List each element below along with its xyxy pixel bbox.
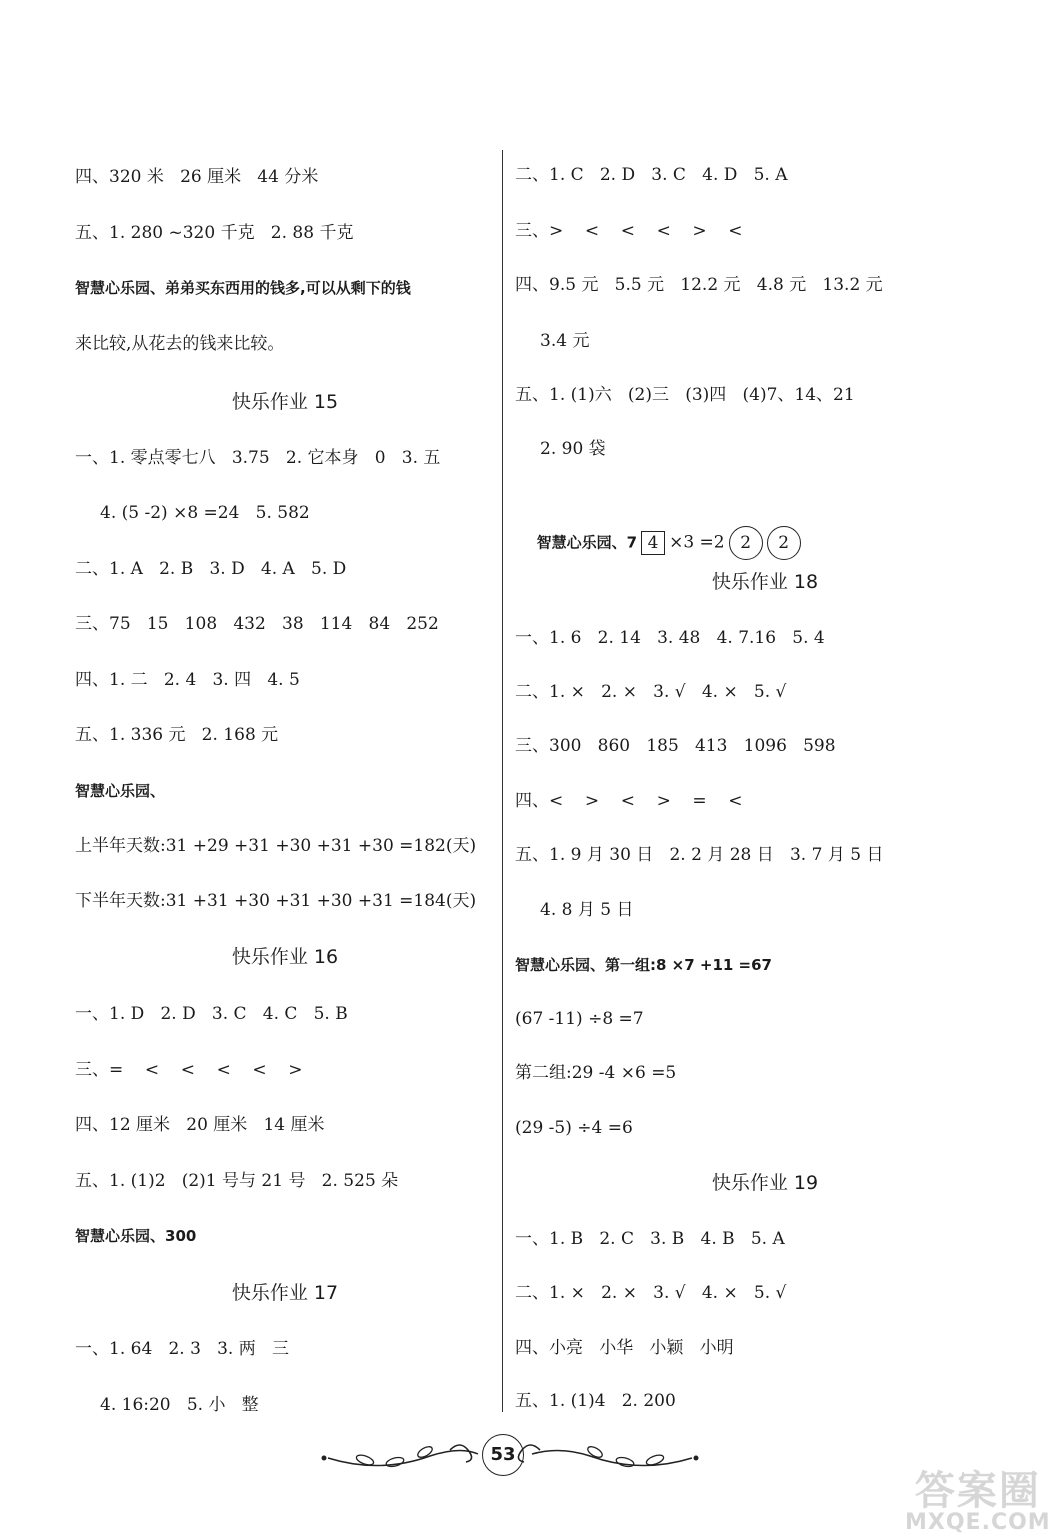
- answer-line: 第二组:29 -4 ×6 =5: [515, 1063, 677, 1083]
- answer-line: 三、75 15 108 432 38 114 84 252: [75, 614, 439, 634]
- page-number: 53: [482, 1434, 524, 1476]
- answer-line: (67 -11) ÷8 =7: [515, 1009, 644, 1029]
- bonus-line: 智慧心乐园、: [75, 782, 166, 800]
- answer-line: 四、1. 二 2. 4 3. 四 4. 5: [75, 670, 300, 690]
- answer-line: 4. (5 -2) ×8 =24 5. 582: [100, 503, 310, 523]
- answer-line: 四、< > < > = <: [515, 791, 743, 811]
- boxed-digit: 4: [641, 531, 665, 555]
- answer-line: 3.4 元: [540, 331, 590, 351]
- answer-line: 二、1. × 2. × 3. √ 4. × 5. √: [515, 1283, 787, 1303]
- watermark: [905, 1470, 1051, 1534]
- answer-line: 二、1. × 2. × 3. √ 4. × 5. √: [515, 682, 787, 702]
- answer-line: 五、1. 9 月 30 日 2. 2 月 28 日 3. 7 月 5 日: [515, 845, 884, 865]
- answer-line: 一、1. 64 2. 3 3. 两 三: [75, 1339, 289, 1359]
- answer-line: 五、1. (1)2 (2)1 号与 21 号 2. 525 朵: [75, 1171, 399, 1191]
- answer-line: 上半年天数:31 +29 +31 +30 +31 +30 =182(天): [75, 836, 477, 856]
- circled-digit: 2: [767, 526, 801, 560]
- answer-line: 五、1. (1)4 2. 200: [515, 1391, 676, 1411]
- answer-line: 四、12 厘米 20 厘米 14 厘米: [75, 1115, 325, 1135]
- answer-line: 三、300 860 185 413 1096 598: [515, 736, 836, 756]
- answer-line: 4. 16:20 5. 小 整: [100, 1395, 259, 1415]
- answer-line: 四、320 米 26 厘米 44 分米: [75, 167, 319, 187]
- watermark-url: MXQE.COM: [905, 1510, 1051, 1535]
- answer-line: 二、1. C 2. D 3. C 4. D 5. A: [515, 165, 788, 185]
- section-title-18: 快乐作业 18: [711, 571, 819, 593]
- answer-line: 一、1. B 2. C 3. B 4. B 5. A: [515, 1229, 785, 1249]
- answer-line: (29 -5) ÷4 =6: [515, 1118, 633, 1138]
- section-title-16: 快乐作业 16: [231, 946, 339, 968]
- answer-line: 五、1. (1)六 (2)三 (3)四 (4)7、14、21: [515, 385, 855, 405]
- answer-line: 一、1. 零点零七八 3.75 2. 它本身 0 3. 五: [75, 448, 441, 468]
- answer-line: 三、> < < < > <: [515, 221, 743, 241]
- answer-line: 一、1. D 2. D 3. C 4. C 5. B: [75, 1004, 348, 1024]
- watermark-logo: 答案圈: [914, 1468, 1041, 1514]
- column-divider: [502, 150, 503, 1412]
- answer-line: 一、1. 6 2. 14 3. 48 4. 7.16 5. 4: [515, 628, 825, 648]
- answer-line: 2. 90 袋: [540, 439, 606, 459]
- bonus-label: 智慧心乐园、7: [536, 533, 638, 552]
- answer-line: 四、小亮 小华 小颖 小明: [515, 1338, 734, 1358]
- circled-digit: 2: [729, 526, 763, 560]
- page-footer: [310, 1430, 710, 1480]
- answer-line: 下半年天数:31 +31 +30 +31 +30 +31 =184(天): [75, 891, 477, 911]
- bonus-line: 智慧心乐园、弟弟买东西用的钱多,可以从剩下的钱: [75, 279, 411, 297]
- section-title-17: 快乐作业 17: [231, 1282, 339, 1304]
- answer-line: 五、1. 336 元 2. 168 元: [75, 725, 279, 745]
- bonus-line: 智慧心乐园、300: [75, 1227, 197, 1245]
- answer-line: 四、9.5 元 5.5 元 12.2 元 4.8 元 13.2 元: [515, 275, 883, 295]
- answer-line: 三、= < < < < >: [75, 1060, 303, 1080]
- bonus-line: 智慧心乐园、第一组:8 ×7 +11 =67: [515, 956, 772, 974]
- section-title-19: 快乐作业 19: [711, 1172, 819, 1194]
- section-title-15: 快乐作业 15: [231, 391, 339, 413]
- answer-line: 4. 8 月 5 日: [540, 900, 634, 920]
- answer-line: 二、1. A 2. B 3. D 4. A 5. D: [75, 559, 347, 579]
- equation-text: ×3 =2: [669, 532, 725, 553]
- answer-line: 来比较,从花去的钱来比较。: [75, 334, 285, 354]
- answer-line: 五、1. 280 ~320 千克 2. 88 千克: [75, 223, 354, 243]
